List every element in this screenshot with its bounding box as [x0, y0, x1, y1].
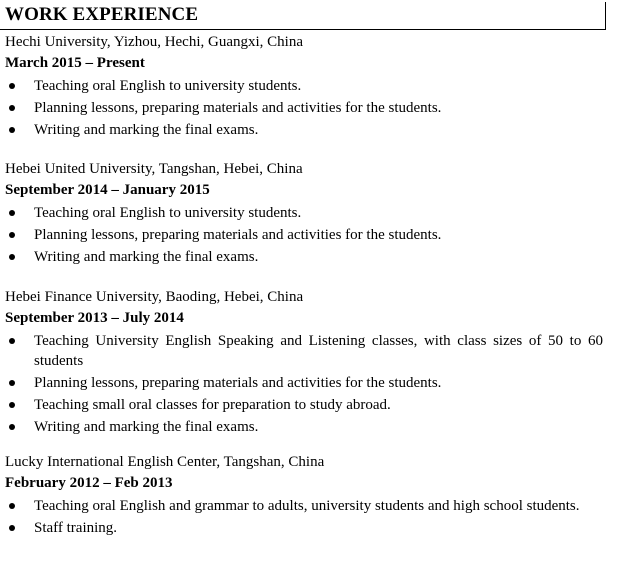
duty-list — [0, 203, 637, 269]
duty-text: Writing and marking the final exams. — [34, 249, 259, 265]
bullet-icon — [9, 105, 15, 111]
section-underline — [0, 29, 606, 30]
duty-text: Teaching oral English and grammar to adults, university students and high school students. — [34, 498, 580, 514]
employment-period: September 2014 – January 2015 — [5, 182, 210, 198]
duty-item — [0, 395, 603, 415]
employer-name: Hebei Finance University, Baoding, Hebei, China — [5, 289, 304, 305]
employer-name: Hebei United University, Tangshan, Hebei, China — [5, 161, 303, 177]
duty-text: Planning lessons, preparing materials and activities for the students. — [34, 100, 442, 116]
duty-item — [0, 120, 603, 140]
bullet-icon — [9, 380, 15, 386]
bullet-icon — [9, 424, 15, 430]
bullet-icon — [9, 254, 15, 260]
duty-text: Writing and marking the final exams. — [34, 419, 259, 435]
duty-text: Staff training. — [34, 520, 118, 536]
duty-list — [0, 496, 637, 540]
duty-item — [0, 203, 603, 223]
duty-text: Teaching small oral classes for preparation to study abroad. — [34, 397, 391, 413]
employment-period: March 2015 – Present — [5, 55, 145, 71]
employer-name: Hechi University, Yizhou, Hechi, Guangxi, China — [5, 34, 303, 50]
section-corner-rule — [605, 2, 606, 29]
bullet-icon — [9, 210, 15, 216]
employment-period: February 2012 – Feb 2013 — [5, 475, 173, 491]
duty-text: Teaching oral English to university students. — [34, 78, 302, 94]
duty-item — [0, 247, 603, 267]
duty-list — [0, 76, 637, 142]
duty-list — [0, 331, 637, 437]
bullet-icon — [9, 83, 15, 89]
duty-item — [0, 373, 603, 393]
duty-item — [0, 76, 603, 96]
duty-text: Teaching University English Speaking and Listening classes, with class sizes of 50 to 60 students — [34, 333, 603, 369]
section-title: WORK EXPERIENCE — [5, 4, 199, 25]
bullet-icon — [9, 338, 15, 344]
bullet-icon — [9, 525, 15, 531]
employer-name: Lucky International English Center, Tangshan, China — [5, 454, 325, 470]
duty-item — [0, 496, 603, 516]
bullet-icon — [9, 503, 15, 509]
bullet-icon — [9, 127, 15, 133]
duty-text: Planning lessons, preparing materials and activities for the students. — [34, 375, 442, 391]
duty-item — [0, 225, 603, 245]
duty-item — [0, 98, 603, 118]
bullet-icon — [9, 402, 15, 408]
duty-item — [0, 331, 603, 371]
duty-item — [0, 518, 603, 538]
duty-text: Writing and marking the final exams. — [34, 122, 259, 138]
employment-period: September 2013 – July 2014 — [5, 310, 184, 326]
duty-text: Teaching oral English to university students. — [34, 205, 302, 221]
duty-item — [0, 417, 603, 437]
bullet-icon — [9, 232, 15, 238]
duty-text: Planning lessons, preparing materials and activities for the students. — [34, 227, 442, 243]
